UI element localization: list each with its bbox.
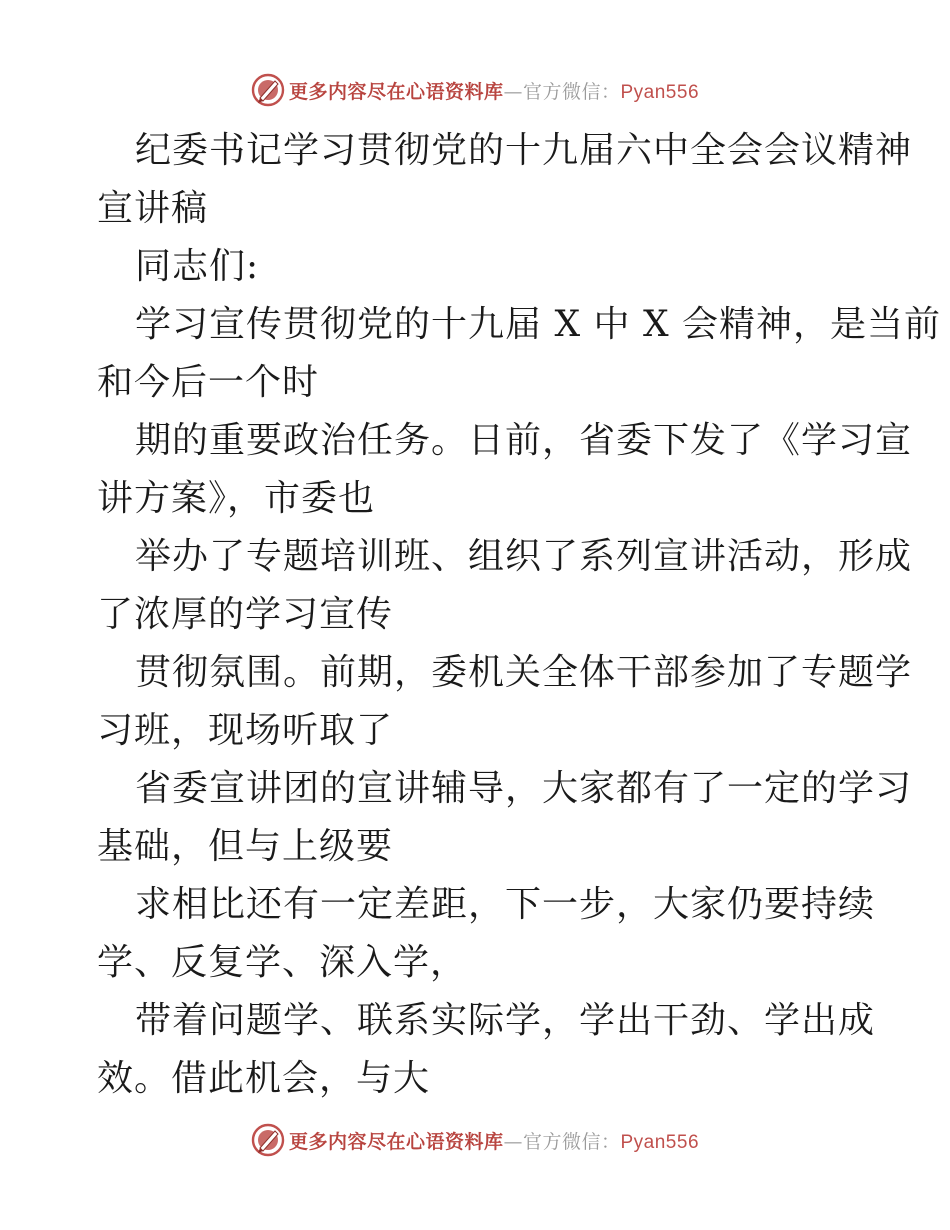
header-banner-separator: — [503,80,523,103]
document-line: 期的重要政治任务。日前，省委下发了《学习宣 [135,420,913,461]
footer-banner-id: Pyan556 [620,1131,700,1153]
document-body [97,122,942,1108]
pen-seal-icon [251,1123,285,1157]
document-line: 效。借此机会，与大 [97,1058,431,1099]
document-line: 基础，但与上级要 [97,826,394,867]
pen-seal-icon [251,73,285,107]
footer-banner-separator: — [503,1130,523,1153]
document-line: 纪委书记学习贯彻党的十九届六中全会会议精神 [135,130,913,171]
document-line: 省委宣讲团的宣讲辅导，大家都有了一定的学习 [135,768,913,809]
header-banner-main: 更多内容尽在心语资料库 [288,80,504,103]
document-line: 宣讲稿 [97,188,209,229]
document-line: 带着问题学、联系实际学，学出干劲、学出成 [135,1000,876,1041]
document-line: 习班，现场听取了 [97,710,394,751]
header-banner-id: Pyan556 [620,81,700,103]
document-line: 同志们: [135,246,260,287]
header-banner-sub: 官方微信： [522,80,621,103]
document-line: 贯彻氛围。前期，委机关全体干部参加了专题学 [135,652,913,693]
document-line: 和今后一个时 [97,362,320,403]
document-line: 学习宣传贯彻党的十九届 X 中 X 会精神，是当前 [135,304,942,345]
document-line: 求相比还有一定差距，下一步，大家仍要持续 [135,884,876,925]
footer-banner-sub: 官方微信： [522,1130,621,1153]
document-line: 举办了专题培训班、组织了系列宣讲活动，形成 [135,536,913,577]
header-banner [0,70,950,110]
document-line: 讲方案》，市委也 [97,478,376,519]
header-banner-text [289,77,699,104]
document-line: 学、反复学、深入学， [97,942,468,983]
footer-banner-main: 更多内容尽在心语资料库 [288,1130,504,1153]
document-line: 了浓厚的学习宣传 [97,594,394,635]
footer-banner-text [289,1127,699,1154]
footer-banner [0,1120,950,1160]
